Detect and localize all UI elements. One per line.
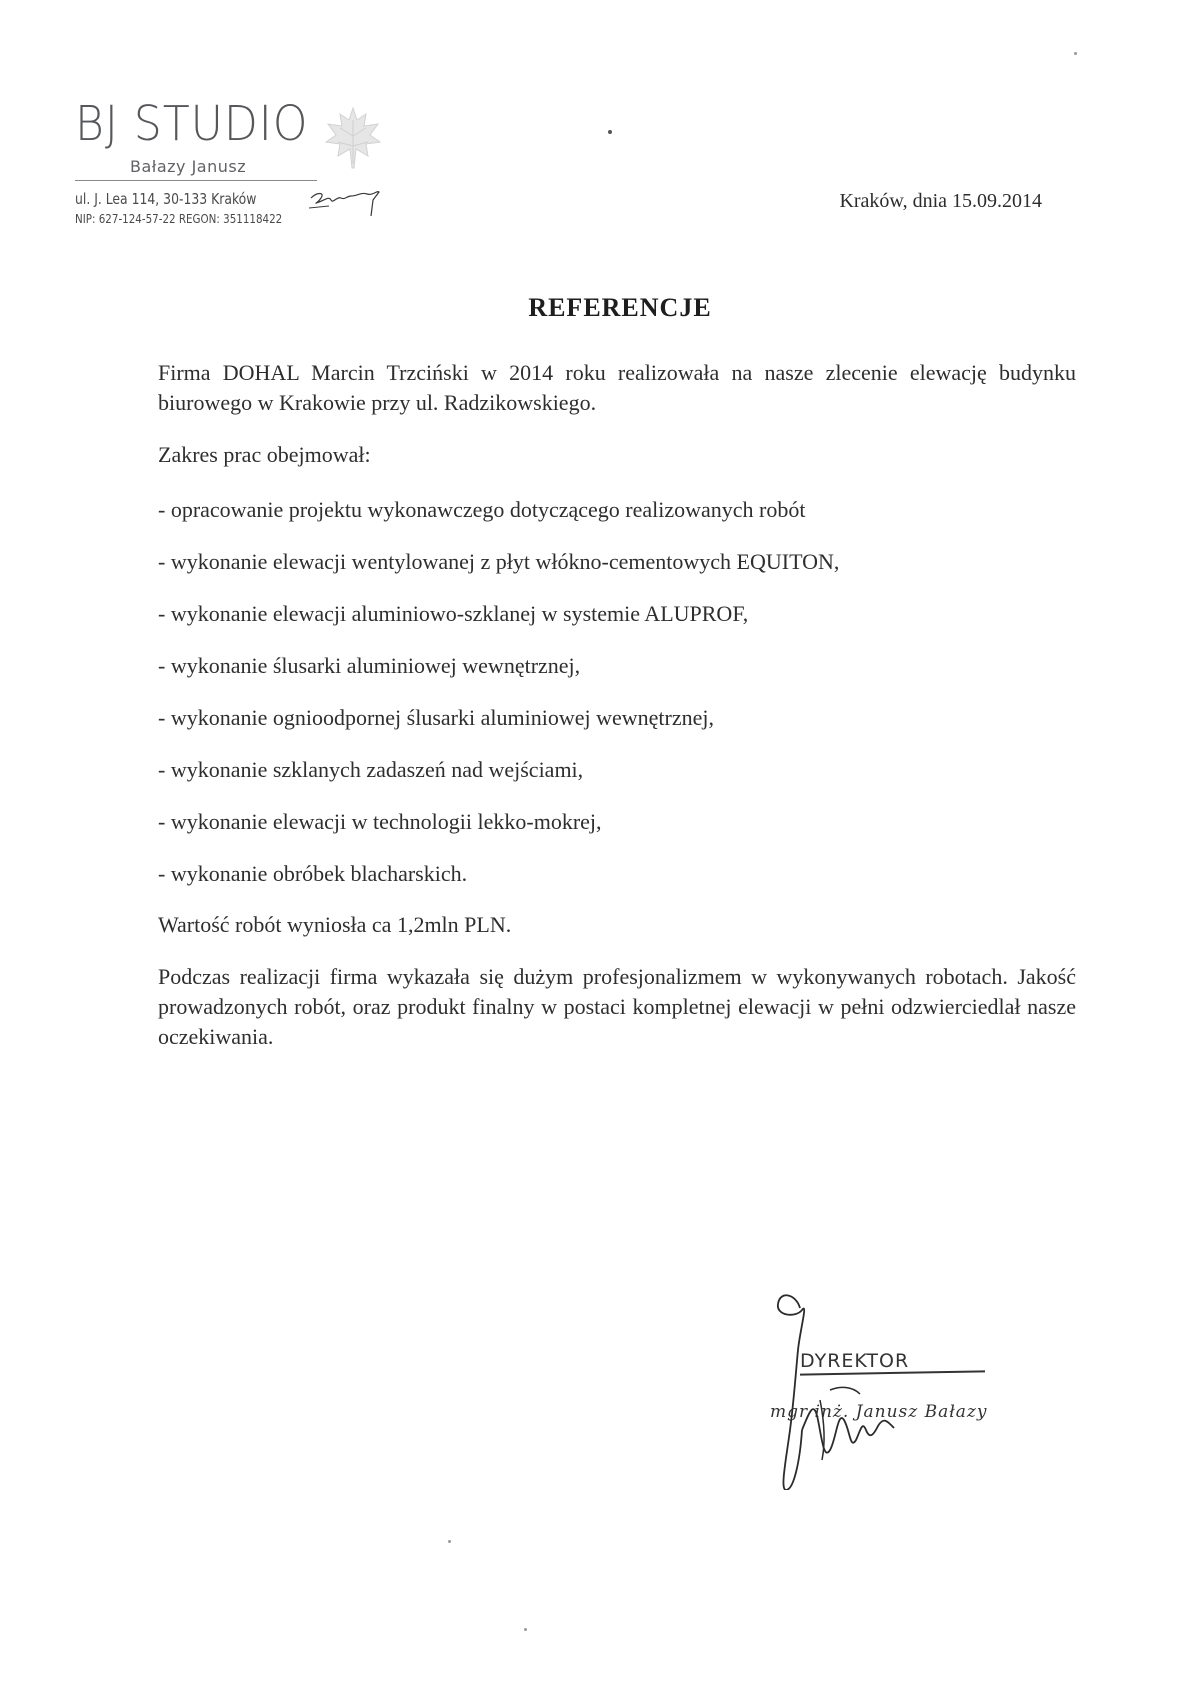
maple-leaf-icon (320, 102, 386, 174)
speck (524, 1628, 527, 1631)
intro-paragraph: Firma DOHAL Marcin Trzciński w 2014 roku realizowała na nasze zlecenie elewację budynku biurowego w Krakowie przy ul. Radzikowskiego. (158, 360, 1076, 415)
letterhead-divider (75, 180, 317, 181)
contract-value: Wartość robót wyniosła ca 1,2mln PLN. (158, 912, 512, 937)
speck (1074, 52, 1077, 55)
header-handwritten-signature (307, 182, 387, 222)
scope-heading: Zakres prac obejmował: (158, 442, 371, 467)
list-item: - wykonanie elewacji aluminiowo-szklanej w systemie ALUPROF, (158, 601, 749, 626)
summary-paragraph: Podczas realizacji firma wykazała się dużym profesjonalizmem w wykonywanych robotach. Jakość prowadzonych robót, oraz produkt finalny w postaci kompletnej elewacji w pełni odzwierciedlał nasze oczekiwania. (158, 964, 1076, 1049)
company-address: ul. J. Lea 114, 30-133 Kraków (75, 190, 257, 208)
list-item: - wykonanie obróbek blacharskich. (158, 861, 468, 886)
company-tax-ids: NIP: 627-124-57-22 REGON: 351118422 (75, 212, 283, 226)
list-item: - wykonanie elewacji wentylowanej z płyt włókno-cementowych EQUITON, (158, 549, 840, 574)
speck (448, 1540, 451, 1543)
place-and-date: Kraków, dnia 15.09.2014 (839, 190, 1042, 212)
director-stamp-title: DYREKTOR (800, 1350, 910, 1372)
scope-list (158, 495, 839, 911)
list-item: - opracowanie projektu wykonawczego dotyczącego realizowanych robót (158, 497, 806, 522)
speck (608, 130, 612, 134)
signature-block (760, 1290, 1020, 1490)
document-title: REFERENCJE (528, 293, 712, 322)
company-owner: Bałazy Janusz (130, 157, 247, 176)
director-handwritten-signature (760, 1290, 1020, 1490)
list-item: - wykonanie ślusarki aluminiowej wewnętrznej, (158, 653, 581, 678)
list-item: - wykonanie szklanych zadaszeń nad wejściami, (158, 757, 584, 782)
director-stamp-name: mgr inż. Janusz Bałazy (770, 1402, 988, 1422)
list-item: - wykonanie ognioodpornej ślusarki aluminiowej wewnętrznej, (158, 705, 714, 730)
list-item: - wykonanie elewacji w technologii lekko-mokrej, (158, 809, 602, 834)
company-name: BJ STUDIO (75, 96, 309, 152)
